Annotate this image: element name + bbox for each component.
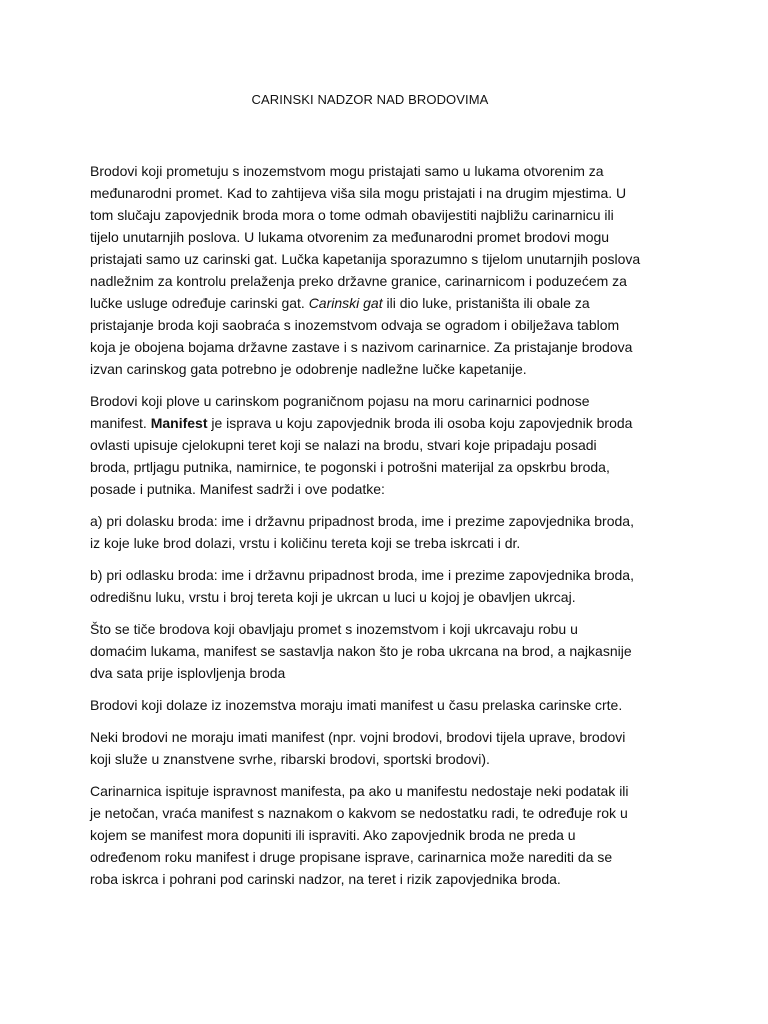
text-line: dva sata prije isplovljenja broda <box>90 665 286 681</box>
text-line: koji služe u znanstvene svrhe, ribarski brodovi, sportski brodovi). <box>90 751 490 767</box>
paragraph-8 <box>90 780 690 890</box>
text-line: tijelo unutarnjih poslova. U lukama otvorenim za međunarodni promet brodovi mogu <box>90 229 610 245</box>
text-line: b) pri odlasku broda: ime i državnu pripadnost broda, ime i prezime zapovjednika broda, <box>90 567 634 583</box>
text-line: Brodovi koji plove u carinskom pograničnom pojasu na moru carinarnici podnose <box>90 393 590 409</box>
text-run: ili dio luke, pristaništa ili obale za <box>382 295 590 311</box>
text-line: posade i putnika. Manifest sadrži i ove podatke: <box>90 481 385 497</box>
paragraph-7 <box>90 726 690 770</box>
paragraph-5 <box>90 618 690 684</box>
text-line: izvan carinskog gata potrebno je odobrenje nadležne lučke kapetanije. <box>90 361 527 377</box>
text-line: ovlasti upisuje cjelokupni teret koji se nalazi na brodu, stvari koje pripadaju posadi <box>90 437 597 453</box>
text-line: pristajanje broda koji saobraća s inozemstvom odvaja se ogradom i obilježava tablom <box>90 317 620 333</box>
text-run: manifest. <box>90 415 151 431</box>
text-line: tom slučaju zapovjednik broda mora o tome odmah obavijestiti najbližu carinarnicu ili <box>90 207 614 223</box>
text-line: iz koje luke brod dolazi, vrstu i količinu tereta koji se treba iskrcati i dr. <box>90 535 521 551</box>
text-line: pristajati samo uz carinski gat. Lučka kapetanija sporazumno s tijelom unutarnjih poslova <box>90 251 641 267</box>
paragraph-3 <box>90 510 690 554</box>
text-line: odredišnu luku, vrstu i broj tereta koji je ukrcan u luci u kojoj je obavljen ukrcaj. <box>90 589 576 605</box>
text-line: Carinarnica ispituje ispravnost manifesta, pa ako u manifestu nedostaje neki podatak ili <box>90 783 629 799</box>
paragraph-1 <box>90 160 690 380</box>
text-line: nadležnim za kontrolu prelaženja preko državne granice, carinarnicom i poduzećem za <box>90 273 627 289</box>
italic-term: Carinski gat <box>308 295 383 311</box>
text-run: lučke usluge određuje carinski gat. <box>90 295 309 311</box>
text-line: a) pri dolasku broda: ime i državnu pripadnost broda, ime i prezime zapovjednika broda, <box>90 513 634 529</box>
text-line: Brodovi koji prometuju s inozemstvom mogu pristajati samo u lukama otvorenim za <box>90 163 604 179</box>
text-line: međunarodni promet. Kad to zahtijeva viša sila mogu pristajati i na drugim mjestima. U <box>90 185 627 201</box>
bold-term: Manifest <box>150 415 208 431</box>
document-body <box>90 160 690 900</box>
text-line: roba iskrca i pohrani pod carinski nadzor, na teret i rizik zapovjednika broda. <box>90 871 561 887</box>
text-run: je isprava u koju zapovjednik broda ili osoba koju zapovjednik broda <box>207 415 633 431</box>
text-line: kojem se manifest mora dopuniti ili ispraviti. Ako zapovjednik broda ne preda u <box>90 827 576 843</box>
paragraph-4 <box>90 564 690 608</box>
paragraph-2 <box>90 390 690 500</box>
text-line: koja je obojena bojama državne zastave i s nazivom carinarnice. Za pristajanje brodova <box>90 339 633 355</box>
document-title: CARINSKI NADZOR NAD BRODOVIMA <box>251 92 489 107</box>
text-line: Što se tiče brodova koji obavljaju promet s inozemstvom i koji ukrcavaju robu u <box>90 621 578 637</box>
text-line <box>90 292 690 314</box>
text-line: Brodovi koji dolaze iz inozemstva moraju imati manifest u času prelaska carinske crte. <box>90 697 623 713</box>
text-line <box>90 412 690 434</box>
text-line: domaćim lukama, manifest se sastavlja nakon što je roba ukrcana na brod, a najkasnije <box>90 643 632 659</box>
text-line: je netočan, vraća manifest s naznakom o kakvom se nedostatku radi, te određuje rok u <box>90 805 628 821</box>
text-line: broda, prtljagu putnika, namirnice, te pogonski i potrošni materijal za opskrbu broda, <box>90 459 610 475</box>
paragraph-6 <box>90 694 690 716</box>
text-line: Neki brodovi ne moraju imati manifest (npr. vojni brodovi, brodovi tijela uprave, brodovi <box>90 729 626 745</box>
text-line: određenom roku manifest i druge propisane isprave, carinarnica može narediti da se <box>90 849 613 865</box>
